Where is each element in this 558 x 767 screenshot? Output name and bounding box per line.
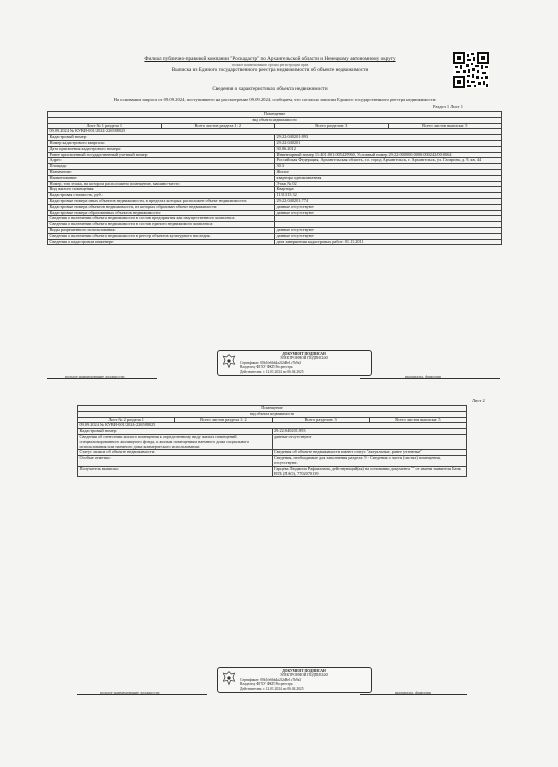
field-value: данные отсутствуют: [275, 204, 502, 210]
stamp-subtitle: ЭЛЕКТРОННОЙ ПОДПИСЬЮ: [279, 673, 329, 678]
field-value: 29:22:040201: [275, 140, 502, 146]
field-value: данные отсутствуют: [275, 210, 502, 216]
field-label: Кадастровые номера образованных объектов недвижимости:: [48, 210, 275, 216]
field-label: Особые отметки:: [78, 456, 273, 467]
table-row: [78, 434, 467, 449]
field-value: 29:22:040201:893: [275, 135, 502, 141]
stamp-title: ДОКУМЕНТ ПОДПИСАН: [282, 669, 326, 673]
field-label: Кадастровые номера объектов недвижимости, из которых образован объект недвижимости:: [48, 204, 275, 210]
field-label: Вид жилого помещения:: [48, 187, 275, 193]
field-label: Кадастровый номер:: [48, 135, 275, 141]
field-label: Сведения о включении объекта недвижимости в состав предприятия как имущественного комплекса:: [48, 216, 275, 222]
sections-total: Всего разделов: 3: [275, 123, 389, 129]
organization-caption: полное наименование органа регистрации прав: [231, 63, 309, 67]
sheet-number: Лист № 2 раздела 1: [78, 417, 175, 423]
date-reference: 09.09.2024 № КУВИ-001/2024-226588025: [78, 423, 467, 429]
field-label: Адрес:: [48, 158, 275, 164]
stamp-title: ДОКУМЕНТ ПОДПИСАН: [282, 352, 326, 356]
sheets-in-section: Всего листов раздела 1: 2: [161, 123, 275, 129]
field-label: Дата присвоения кадастрового номера:: [48, 146, 275, 152]
coat-of-arms-icon: [221, 670, 237, 686]
field-label: Виды разрешенного использования:: [48, 227, 275, 233]
section2-table: [77, 405, 467, 477]
field-label: Наименование:: [48, 175, 275, 181]
field-value: данные отсутствуют: [275, 233, 502, 239]
stamp-validity: Действителен: с 12.01.2024 по 06.04.2025: [240, 686, 304, 691]
field-value: Гарцева Людмила Рафаиловна, действующий(ая) на основании документа "" от имени заявителя Банк ВТБ (ПАО), 7702070139: [272, 466, 467, 477]
coat-of-arms-icon: [221, 353, 237, 369]
stamp-owner: Владелец: ФГБУ ФКП Росреестра: [240, 365, 293, 370]
field-label: Ранее присвоенный государственный учетный номер:: [48, 152, 275, 158]
sheets-in-section: Всего листов раздела 1: 2: [175, 417, 272, 423]
field-label: Сведения о включении объекта недвижимости в состав единого недвижимого комплекса:: [48, 222, 275, 228]
intro-text: На основании запроса от 09.09.2024, поступившего на рассмотрение 09.09.2024, сообщаем, что согласно записям Единого государственного реестра недвижимости:: [113, 97, 437, 102]
field-label: Получатель выписки:: [78, 466, 273, 477]
sections-total: Всего разделов: 3: [272, 417, 369, 423]
field-value: Сведения, необходимые для заполнения раздела: 9 - Сведения о части (частях) помещения, отсутствуют.: [272, 456, 467, 467]
sheets-total: Всего листов выписки: 5: [388, 123, 502, 129]
field-value: Квартира: [275, 187, 502, 193]
object-type: Помещение: [78, 406, 467, 412]
position-caption: полное наименование должности: [65, 374, 125, 379]
stamp-certificate: Сертификат: 00b1fe6bb4a2f2d8e1c7b9a3: [240, 677, 302, 682]
sheet-number: Лист № 1 раздела 1: [48, 123, 162, 129]
field-label: Статус записи об объекте недвижимости:: [78, 450, 273, 456]
electronic-signature-stamp-2: [217, 667, 372, 693]
field-value: 1131315.32: [275, 193, 502, 199]
field-value: Инвентарный номер 11:401:001:005429960, Условный номер 29:22:000000:0000:000242/00:0064: [275, 152, 502, 158]
field-value: 29:22:040201:893: [272, 429, 467, 435]
field-label: Кадастровый номер:: [78, 429, 273, 435]
name-caption: инициалы, фамилия: [405, 374, 441, 379]
organization-name: Филиал публично-правовой компании "Роскадастр" по Архангельской области и Ненецкому автономному округу: [144, 56, 396, 62]
field-value: Российская Федерация, Архангельская область, г.о. город Архангельск, г. Архангельск, ул. Гагарина, д. 9, кв. 44: [275, 158, 502, 164]
object-type: Помещение: [48, 112, 502, 118]
section1-label: Раздел 1 Лист 1: [433, 104, 464, 109]
stamp-certificate: Сертификат: 00b1fe6bb4a2f2d8e1c7b9a3: [240, 360, 302, 365]
field-label: Сведения о включении объекта недвижимости в реестр объектов культурного наследия:: [48, 233, 275, 239]
electronic-signature-stamp: [217, 350, 372, 376]
field-label: Сведения о кадастровом инженере:: [48, 239, 275, 245]
field-value: дата завершения кадастровых работ: 01.11.2011: [275, 239, 502, 245]
section1-table: [47, 111, 502, 245]
field-label: Назначение:: [48, 169, 275, 175]
field-label: Сведения об отнесении жилого помещения к определенному виду жилых помещений специализированного жилищного фонда, к жилым помещениям наемного дома социального использования или наемного дома коммерческого использования:: [78, 434, 273, 449]
field-label: Номер кадастрового квартала:: [48, 140, 275, 146]
field-value: квартира однокомнатная: [275, 175, 502, 181]
field-label: Номер, тип этажа, на котором расположено помещение, машино-место: [48, 181, 275, 187]
document-title: Выписка из Единого государственного реестра недвижимости об объекте недвижимости: [171, 67, 369, 73]
document-header: [90, 56, 450, 93]
field-value: 30.3: [275, 164, 502, 170]
table-row: [48, 239, 502, 245]
table-row: [78, 456, 467, 467]
field-label: Кадастровая стоимость, руб.:: [48, 193, 275, 199]
document-subtitle: Сведения о характеристиках объекта недвижимости: [212, 86, 328, 92]
object-type-caption: вид объекта недвижимости: [78, 411, 467, 417]
stamp-subtitle: ЭЛЕКТРОННОЙ ПОДПИСЬЮ: [279, 356, 329, 361]
field-value: 29:22:040201:774: [275, 198, 502, 204]
stamp-owner: Владелец: ФГБУ ФКП Росреестра: [240, 682, 293, 687]
qr-code-icon: [453, 52, 489, 88]
object-type-caption: вид объекта недвижимости: [48, 117, 502, 123]
position-caption-2: полное наименование должности: [100, 690, 160, 695]
name-caption-2: инициалы, фамилия: [395, 690, 431, 695]
field-value: данные отсутствуют: [275, 227, 502, 233]
stamp-validity: Действителен: с 12.01.2024 по 06.04.2025: [240, 369, 304, 374]
field-value: данные отсутствуют: [272, 434, 467, 449]
date-reference: 09.09.2024 № КУВИ-001/2024-226588025: [48, 129, 502, 135]
section2-label: Лист 2: [472, 398, 485, 403]
table-row: [78, 466, 467, 477]
field-label: Кадастровые номера иных объектов недвижимости, в пределах которых расположен объект недвижимости:: [48, 198, 275, 204]
field-value: 30.06.2012: [275, 146, 502, 152]
field-value: Жилое: [275, 169, 502, 175]
field-value: Сведения об объекте недвижимости имеют статус "актуальные, ранее учтенные": [272, 450, 467, 456]
field-label: Площадь:: [48, 164, 275, 170]
sheets-total: Всего листов выписки: 5: [369, 417, 466, 423]
field-value: Этаж № 02: [275, 181, 502, 187]
